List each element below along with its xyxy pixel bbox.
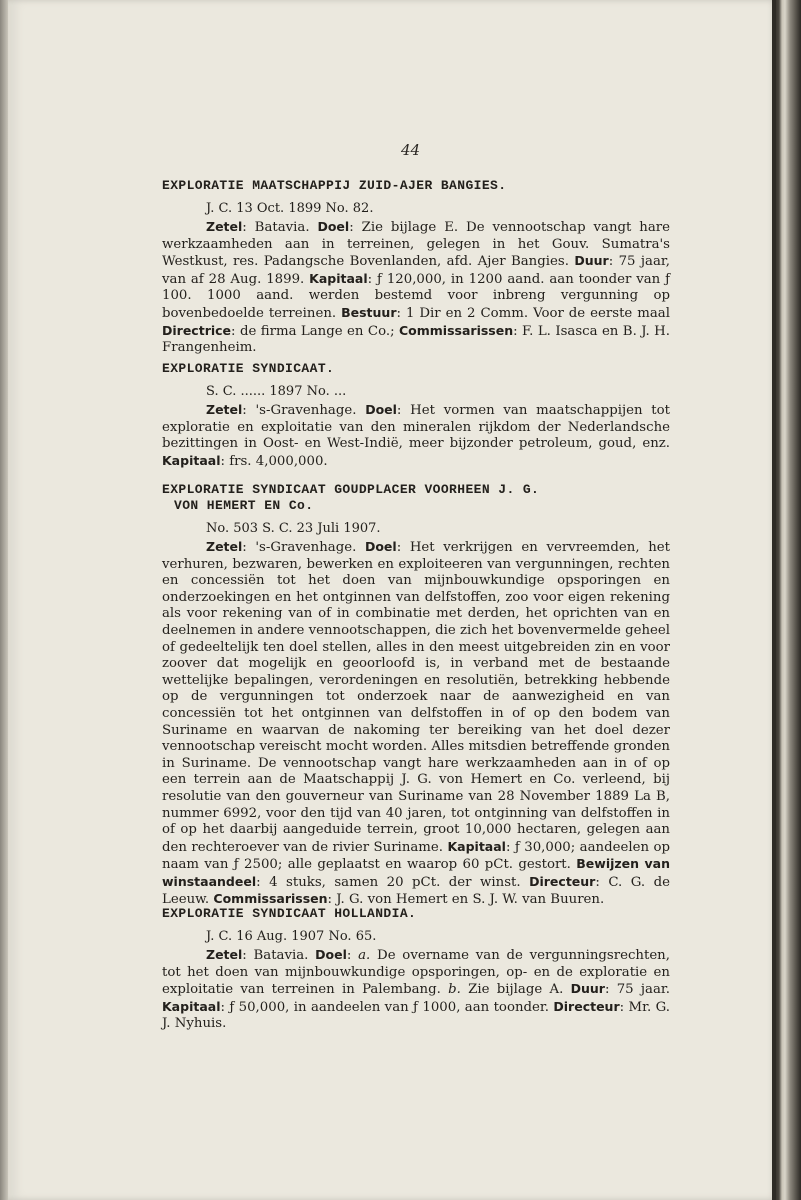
label-commissarissen: Commissarissen [399, 322, 514, 338]
kapitaal-value: ƒ 120,000, in 1200 aand. aan toonder van ƒ 100. 1000 aand. werden bestemd voor inbreng vergunning op bovenbedoelde terreinen. [162, 271, 670, 321]
entry-body: Zetel: 's-Gravenhage. Doel: Het verkrijgen en vervreemden, het verhuren, bezwaren, bewerken en exploiteeren van vergunningen, rechten en concessiën tot het doen van mijnbouwkundige opsporingen en onderzoekingen en het ontginnen van delfstoffen, zoo voor eigen rekening als voor rekening van of in combinatie met derden, het oprichten van en deelnemen in andere vennootschappen, die zich het bovenvermelde geheel of gedeeltelijk ten doel stellen, alles in den meest uitgebreiden zin en voor zoover dat mogelijk en geoorloofd is, in verband met de bestaande wettelijke bepalingen, verordeningen en resolutiën, betrekking hebbende op de vergunningen tot onderzoek naar de aanwezigheid en van concessiën tot het ontginnen van delfstoffen in of op den bodem van Suriname en waarvan de nakoming ter bereiking van het doel dezer vennootschap vereischt mocht worden. Alles mitsdien betreffende gronden in Suriname. De vennootschap vangt hare werkzaamheden aan in of op een terrein aan de Maatschappij J. G. von Hemert en Co. verleend, bij resolutie van den gouverneur van Suriname van 28 November 1889 La B, nummer 6992, voor den tijd van 40 jaren, tot ontginning van delfstoffen in of op het daarbij aangeduide terrein, groot 10,000 hectaren, gelegen aan den rechteroever van de rivier Suriname. Kapitaal: ƒ 30,000; aandeelen op naam van ƒ 2500; alle geplaatst en waarop 60 pCt. gestort. Bewijzen van winstaandeel: 4 stuks, samen 20 pCt. der winst. Directeur: C. G. de Leeuw. Commissarissen: J. G. von Hemert en S. J. W. van Buuren. [162, 539, 671, 908]
label-kapitaal: Kapitaal [447, 838, 506, 854]
doel-marker-a: a. [358, 948, 371, 963]
kapitaal-value: ƒ 50,000, in aandeelen van ƒ 1000, aan toonder. [229, 999, 550, 1015]
commissarissen-value: F. L. Isasca en B. J. H. Frangenheim. [162, 323, 670, 356]
doel-value: Zie bijlage E. De vennootschap vangt hare werkzaamheden aan in terreinen, gelegen in het Gouv. Sumatra's Westkust, res. Padangsche Bovenlanden, afd. Ajer Bangies. [162, 220, 670, 270]
doel-value: Het verkrijgen en vervreemden, het verhuren, bezwaren, bewerken en exploiteeren van vergunningen, rechten en concessiën tot het doen van mijnbouwkundige opsporingen en onderzoekingen en het ontginnen van delfstoffen, zoo voor eigen rekening als voor rekening van of in combinatie met derden, het oprichten van en deelnemen in andere vennootschappen, die zich het bovenvermelde geheel of gedeeltelijk ten doel stellen, alles in den meest uitgebreiden zin en voor zoover dat mogelijk en geoorloofd is, in verband met de bestaande wettelijke bepalingen, verordeningen en resolutiën, betrekking hebbende op de vergunningen tot onderzoek naar de aanwezigheid en van concessiën tot het ontginnen van delfstoffen in of op den bodem van Suriname en waarvan de nakoming ter bereiking van het doel dezer vennootschap vereischt mocht worden. Alles mitsdien betreffende gronden in Suriname. De vennootschap vangt hare werkzaamheden aan in of op een terrein aan de Maatschappij J. G. von Hemert en Co. verleend, bij resolutie van den gouverneur van Suriname van 28 November 1889 La B, nummer 6992, voor den tijd van 40 jaren, tot ontginning van delfstoffen in of op het daarbij aangeduide terrein, groot 10,000 hectaren, gelegen aan den rechteroever van de rivier Suriname. [162, 540, 670, 855]
entry-goudplacer [162, 482, 670, 909]
entry-hollandia [162, 906, 670, 1033]
entry-body: Zetel: Batavia. Doel: a. De overname van de vergunningsrechten, tot het doen van mijnbouwkundige opsporingen, op- en de exploratie en exploitatie van terreinen in Palembang. b. Zie bijlage A. Duur: 75 jaar. Kapitaal: ƒ 50,000, in aandeelen van ƒ 1000, aan toonder. Directeur: Mr. G. J. Nyhuis. [162, 947, 671, 1032]
label-commissarissen: Commissarissen [213, 891, 328, 907]
directeur-value: Mr. G. J. Nyhuis. [162, 999, 670, 1032]
entry-registration: J. C. 16 Aug. 1907 No. 65. [206, 929, 377, 944]
entry-heading: EXPLORATIE MAATSCHAPPIJ ZUID-AJER BANGIES. [162, 178, 507, 193]
label-doel: Doel [317, 219, 350, 234]
doel-marker-b: b. [448, 982, 461, 998]
zetel-value: 's-Gravenhage. [255, 540, 357, 555]
label-zetel: Zetel [206, 539, 243, 554]
heading-line-2: VON HEMERT EN Co. [174, 498, 314, 513]
kapitaal-value: frs. 4,000,000. [229, 453, 328, 469]
label-duur: Duur [570, 981, 605, 997]
heading-line-1: EXPLORATIE SYNDICAAT GOUDPLACER VOORHEEN J. G. [162, 482, 540, 497]
entry-body: Zetel: 's-Gravenhage. Doel: Het vormen van maatschappijen tot exploratie en exploitatie van den mineralen rijkdom der Nederlandsche bezittingen in Oost- en West-Indië, meer bijzonder petroleum, goud, enz. Kapitaal: frs. 4,000,000. [162, 402, 670, 469]
label-directrice: Directrice [162, 322, 232, 338]
entry-body: Zetel: Batavia. Doel: Zie bijlage E. De vennootschap vangt hare werkzaamheden aan in terreinen, gelegen in het Gouv. Sumatra's Westkust, res. Padangsche Bovenlanden, afd. Ajer Bangies. Duur: 75 jaar, van af 28 Aug. 1899. Kapitaal: ƒ 120,000, in 1200 aand. aan toonder van ƒ 100. 1000 aand. werden bestemd voor inbreng vergunning op bovenbedoelde terreinen. Bestuur: 1 Dir en 2 Comm. Voor de eerste maal Directrice: de firma Lange en Co.; Commissarissen: F. L. Isasca en B. J. H. Frangenheim. [162, 219, 670, 356]
commissarissen-value: J. G. von Hemert en S. J. W. van Buuren. [336, 892, 605, 908]
entry-heading: EXPLORATIE SYNDICAAT HOLLANDIA. [162, 906, 417, 921]
label-duur: Duur [574, 253, 609, 269]
directeur-value: C. G. de Leeuw. [162, 874, 670, 908]
entry-heading: EXPLORATIE SYNDICAAT. [162, 361, 335, 376]
doel-b-value: Zie bijlage A. [468, 982, 564, 998]
bestuur-value: 1 Dir en 2 Comm. Voor de eerste maal [405, 305, 670, 321]
label-bewijzen: Bewijzen van winstaandeel [162, 856, 671, 889]
label-bestuur: Bestuur [341, 304, 397, 320]
entry-exploratie-syndicaat [162, 361, 670, 470]
entry-registration: S. C. ...... 1897 No. ... [206, 384, 347, 399]
entry-heading [162, 482, 670, 514]
doel-value: Het vormen van maatschappijen tot exploratie en exploitatie van den mineralen rijkdom der Nederlandsche bezittingen in Oost- en West-Indië, meer bijzonder petroleum, goud, enz. [162, 403, 670, 452]
zetel-value: 's-Gravenhage. [255, 403, 357, 418]
label-zetel: Zetel [206, 402, 243, 417]
kapitaal-value: ƒ 30,000; aandeelen op naam van ƒ 2500; alle geplaatst en waarop 60 pCt. gestort. [162, 839, 670, 873]
label-doel: Doel [364, 539, 397, 554]
bewijzen-value: 4 stuks, samen 20 pCt. der winst. [269, 874, 521, 890]
directrice-value: de firma Lange en Co.; [239, 323, 395, 339]
entry-registration: No. 503 S. C. 23 Juli 1907. [206, 521, 381, 536]
duur-value: 75 jaar. [616, 982, 671, 998]
label-doel: Doel [315, 947, 347, 962]
zetel-value: Batavia. [253, 948, 309, 963]
zetel-value: Batavia. [254, 220, 310, 235]
duur-value: 75 jaar, van af 28 Aug. 1899. [162, 254, 670, 287]
label-doel: Doel [365, 402, 397, 417]
entry-zuid-ajer-bangies [162, 178, 670, 357]
label-kapitaal: Kapitaal [162, 998, 221, 1014]
label-kapitaal: Kapitaal [162, 452, 221, 468]
label-directeur: Directeur [529, 873, 596, 889]
label-directeur: Directeur [553, 998, 620, 1014]
doel-a-value: De overname van de vergunningsrechten, tot het doen van mijnbouwkundige opsporingen, op- en de exploratie en exploitatie van terreinen in Palembang. [162, 948, 670, 998]
page-number: 44 [401, 141, 421, 159]
label-zetel: Zetel [206, 947, 243, 962]
page-stack-edge [776, 0, 801, 1200]
label-zetel: Zetel [206, 219, 243, 234]
label-kapitaal: Kapitaal [309, 270, 368, 286]
entry-registration: J. C. 13 Oct. 1899 No. 82. [206, 201, 374, 216]
